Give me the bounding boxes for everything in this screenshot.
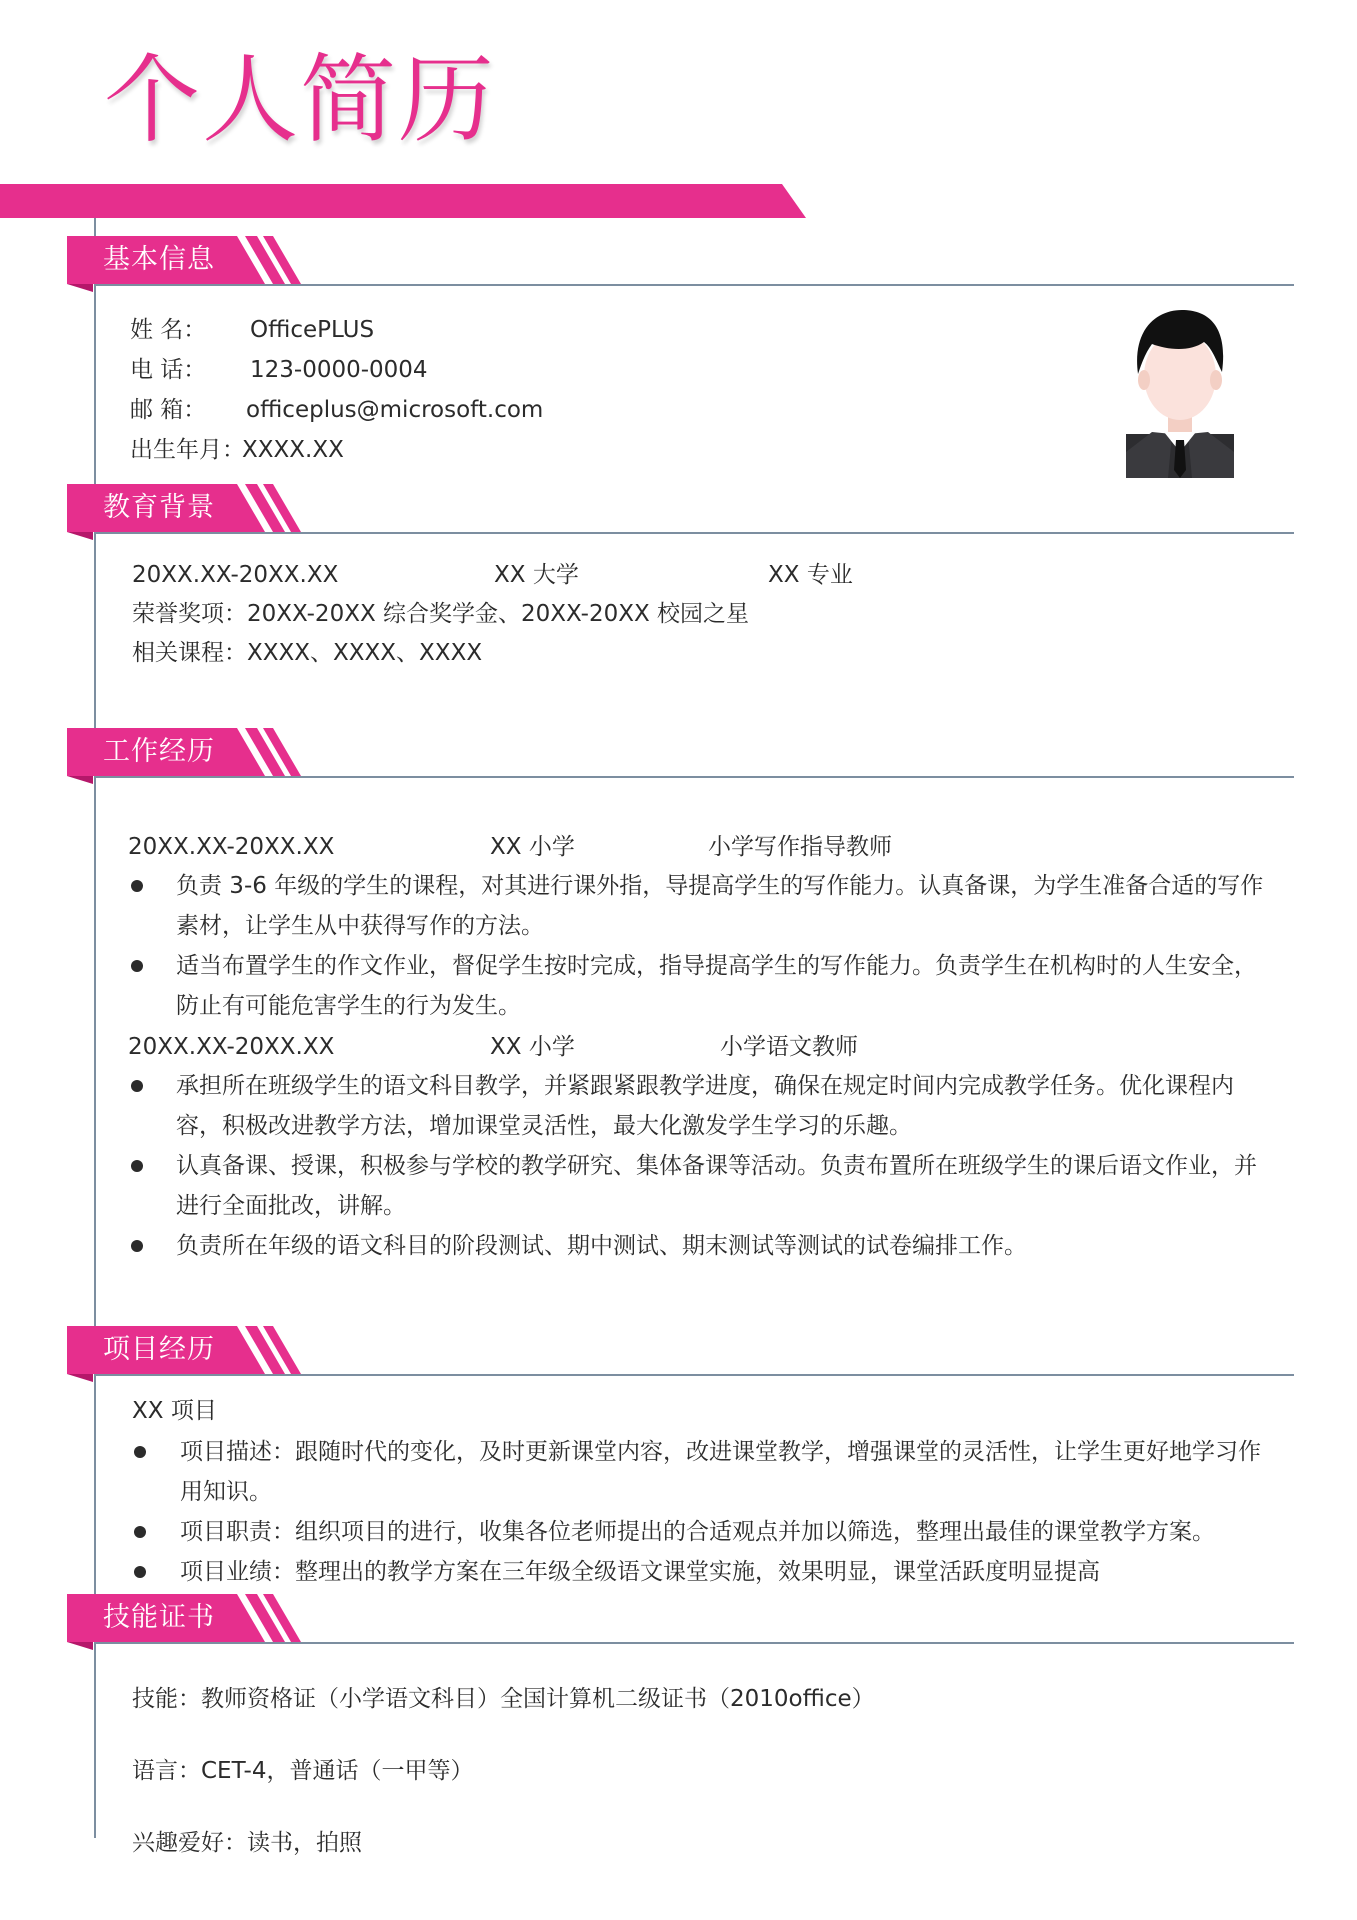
bullet-dot bbox=[131, 1160, 143, 1172]
section-tab bbox=[67, 728, 313, 776]
education-courses: 相关课程：XXXX、XXXX、XXXX bbox=[132, 640, 483, 666]
section-tab bbox=[67, 484, 313, 532]
section-tab bbox=[67, 236, 313, 284]
education-period: 20XX.XX-20XX.XX bbox=[132, 562, 339, 588]
field-phone-value: 123-0000-0004 bbox=[250, 357, 428, 383]
job-bullet: 适当布置学生的作文作业，督促学生按时完成，指导提高学生的写作能力。负责学生在机构时的人生安全，防止有可能危害学生的行为发生。 bbox=[176, 953, 1257, 1019]
job-period: 20XX.XX-20XX.XX bbox=[128, 1034, 335, 1060]
section-heading: 工作经历 bbox=[103, 736, 215, 767]
section-rule bbox=[94, 1374, 1294, 1376]
section-tab bbox=[67, 1326, 313, 1374]
field-name-value: OfficePLUS bbox=[250, 317, 375, 343]
job-bullet: 负责所在年级的语文科目的阶段测试、期中测试、期末测试等测试的试卷编排工作。 bbox=[176, 1233, 1027, 1259]
project-name: XX 项目 bbox=[132, 1398, 217, 1424]
language-line: 语言：CET-4，普通话（一甲等） bbox=[132, 1758, 474, 1784]
project-bullet: 项目描述：跟随时代的变化，及时更新课堂内容，改进课堂教学，增强课堂的灵活性，让学生更好地学习作用知识。 bbox=[180, 1439, 1261, 1505]
bullet-dot bbox=[131, 880, 143, 892]
field-name-label: 姓 名： bbox=[130, 317, 207, 343]
top-accent-bar bbox=[0, 184, 810, 218]
education-major: XX 专业 bbox=[768, 562, 853, 588]
bullet-dot bbox=[134, 1526, 146, 1538]
job-role: 小学写作指导教师 bbox=[708, 834, 892, 860]
section-tab bbox=[67, 1594, 313, 1642]
bullet-dot bbox=[131, 1240, 143, 1252]
section-rule bbox=[94, 284, 1294, 286]
field-birth-value: XXXX.XX bbox=[242, 437, 344, 463]
field-phone-label: 电 话： bbox=[130, 357, 207, 383]
person-avatar-icon bbox=[1112, 302, 1248, 478]
education-school: XX 大学 bbox=[494, 562, 579, 588]
bullet-dot bbox=[131, 1080, 143, 1092]
hobbies-line: 兴趣爱好：读书，拍照 bbox=[132, 1830, 362, 1856]
section-heading: 基本信息 bbox=[103, 244, 215, 275]
job-org: XX 小学 bbox=[490, 1034, 575, 1060]
page-title: 个人简历 bbox=[104, 44, 496, 156]
project-bullet: 项目职责：组织项目的进行，收集各位老师提出的合适观点并加以筛选，整理出最佳的课堂教学方案。 bbox=[180, 1519, 1215, 1545]
bullet-dot bbox=[131, 960, 143, 972]
field-birth-label: 出生年月： bbox=[130, 437, 245, 463]
bullet-dot bbox=[134, 1566, 146, 1578]
job-role: 小学语文教师 bbox=[720, 1034, 858, 1060]
section-heading: 教育背景 bbox=[103, 492, 215, 523]
project-bullet: 项目业绩：整理出的教学方案在三年级全级语文课堂实施，效果明显，课堂活跃度明显提高 bbox=[180, 1559, 1100, 1585]
section-rule bbox=[94, 1642, 1294, 1644]
job-period: 20XX.XX-20XX.XX bbox=[128, 834, 335, 860]
job-bullet: 承担所在班级学生的语文科目教学，并紧跟紧跟教学进度，确保在规定时间内完成教学任务。优化课程内容，积极改进教学方法，增加课堂灵活性，最大化激发学生学习的乐趣。 bbox=[176, 1073, 1234, 1139]
bullet-dot bbox=[134, 1446, 146, 1458]
field-email-label: 邮 箱： bbox=[130, 397, 207, 423]
education-honors: 荣誉奖项：20XX-20XX 综合奖学金、20XX-20XX 校园之星 bbox=[132, 601, 750, 627]
section-heading: 项目经历 bbox=[103, 1334, 215, 1365]
section-heading: 技能证书 bbox=[103, 1602, 215, 1633]
job-bullet: 负责 3-6 年级的学生的课程，对其进行课外指，导提高学生的写作能力。认真备课，为学生准备合适的写作素材，让学生从中获得写作的方法。 bbox=[176, 873, 1264, 939]
field-email-value: officeplus@microsoft.com bbox=[246, 397, 544, 423]
section-rule bbox=[94, 776, 1294, 778]
section-rule bbox=[94, 532, 1294, 534]
job-bullet: 认真备课、授课，积极参与学校的教学研究、集体备课等活动。负责布置所在班级学生的课后语文作业，并进行全面批改，讲解。 bbox=[176, 1153, 1257, 1219]
skills-line: 技能：教师资格证（小学语文科目）全国计算机二级证书（2010office） bbox=[132, 1686, 875, 1712]
job-org: XX 小学 bbox=[490, 834, 575, 860]
